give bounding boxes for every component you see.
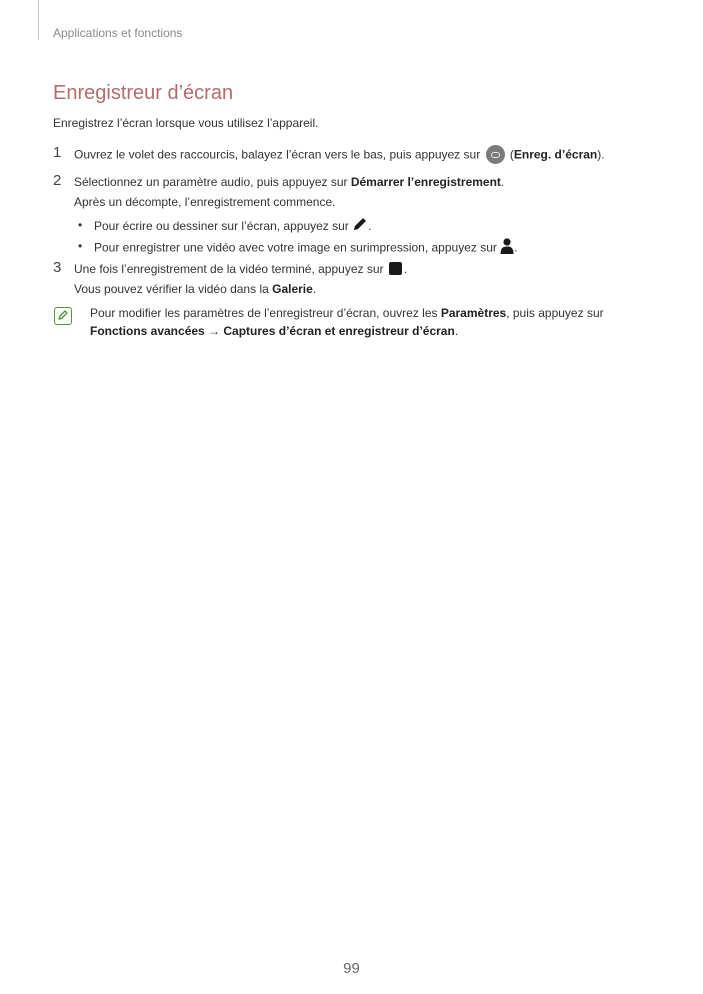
step-3-after: . xyxy=(403,262,408,276)
step-3-before: Une fois l’enregistrement de la vidéo terminé, appuyez sur xyxy=(74,262,387,276)
bullet-2-dot: • xyxy=(78,239,83,253)
bullet-2-text xyxy=(94,238,518,259)
note-line-1 xyxy=(90,305,604,321)
page-title: Enregistreur d’écran xyxy=(53,82,234,104)
step-1-open: ( xyxy=(506,147,514,162)
bullet-1-end: . xyxy=(368,219,372,234)
step-2-line2: Après un décompte, l’enregistrement commence. xyxy=(74,195,336,209)
step-3-line2 xyxy=(74,281,316,297)
bullet-2-end: . xyxy=(514,240,518,255)
bullet-1-dot: • xyxy=(78,218,83,232)
note-line1-bold: Paramètres xyxy=(440,306,507,320)
step-3-text xyxy=(74,261,407,277)
step-2-bold: Démarrer l’enregistrement xyxy=(350,175,501,189)
margin-rule xyxy=(38,0,39,40)
step-3-line2-after: . xyxy=(312,282,317,296)
step-number-3: 3 xyxy=(53,259,62,276)
page-number: 99 xyxy=(343,960,360,977)
note-line2-bold2: Captures d’écran et enregistreur d’écran xyxy=(223,324,455,338)
step-3-line2-bold: Galerie xyxy=(272,282,313,296)
step-number-1: 1 xyxy=(53,144,62,161)
step-2-before: Sélectionnez un paramètre audio, puis appuyez sur xyxy=(74,175,351,189)
step-3-line2-before: Vous pouvez vérifier la vidéo dans la xyxy=(74,282,273,296)
note-line1-after: , puis appuyez sur xyxy=(506,306,604,320)
note-line2-after: . xyxy=(454,324,459,338)
step-2-after: . xyxy=(500,175,505,189)
pen-icon xyxy=(352,216,368,236)
note-arrow: → xyxy=(204,324,224,338)
section-header: Applications et fonctions xyxy=(53,26,183,40)
note-line2-bold1: Fonctions avancées xyxy=(90,324,205,338)
step-number-2: 2 xyxy=(53,172,62,189)
stop-icon xyxy=(389,262,402,275)
note-icon xyxy=(54,307,72,325)
screen-record-icon xyxy=(486,145,505,164)
note-line-2 xyxy=(90,323,458,339)
step-1-close: ). xyxy=(597,147,605,162)
bullet-1-text xyxy=(94,217,371,237)
person-icon xyxy=(500,237,514,258)
bullet-2-label: Pour enregistrer une vidéo avec votre image en surimpression, appuyez sur xyxy=(94,240,501,255)
bullet-1-label: Pour écrire ou dessiner sur l’écran, appuyez sur xyxy=(94,219,353,234)
note-line1-before: Pour modifier les paramètres de l’enregistreur d’écran, ouvrez les xyxy=(90,306,441,320)
step-1-bold: Enreg. d’écran xyxy=(513,147,598,162)
step-2-text xyxy=(74,174,504,190)
intro-text: Enregistrez l’écran lorsque vous utilisez l’appareil. xyxy=(53,116,319,130)
step-1-before: Ouvrez le volet des raccourcis, balayez l’écran vers le bas, puis appuyez sur xyxy=(74,147,484,162)
step-1-text xyxy=(74,146,605,165)
